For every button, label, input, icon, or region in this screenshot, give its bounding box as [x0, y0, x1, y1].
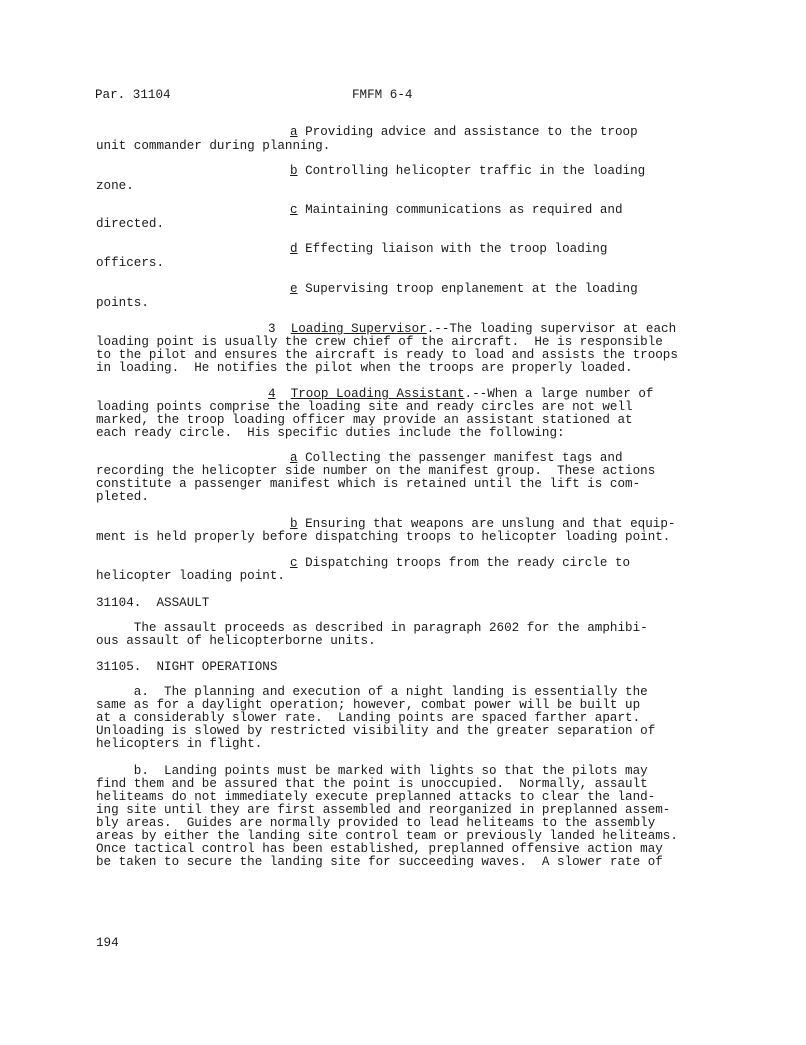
paragraph-a-line: at a considerably slower rate. Landing points are spaced farther apart. — [96, 711, 641, 725]
paragraph-b-line: Once tactical control has been established, preplanned offensive action may — [96, 842, 663, 856]
paragraph-b-line: ing site until they are first assembled and reorganized in preplanned assem- — [96, 803, 671, 817]
list-item-e-continuation: points. — [96, 296, 149, 310]
list-item-a-line: recording the helicopter side number on the manifest group. These actions — [96, 464, 656, 478]
list-item-a-line: pleted. — [96, 490, 149, 504]
header-manual-id: FMFM 6-4 — [352, 88, 413, 102]
paragraph-b-line: b. Landing points must be marked with lights so that the pilots may — [96, 764, 648, 778]
paragraph-4-first-line: 4 Troop Loading Assistant.--When a large number of — [268, 387, 654, 401]
list-item-a-first-line: a Collecting the passenger manifest tags and — [290, 451, 623, 465]
paragraph-4-line: each ready circle. His specific duties include the following: — [96, 426, 565, 440]
page-number: 194 — [96, 936, 119, 950]
paragraph-4-line: marked, the troop loading officer may provide an assistant stationed at — [96, 413, 633, 427]
list-item-c-first-line: c Dispatching troops from the ready circle to — [290, 556, 631, 570]
list-item-c-first-line: c Maintaining communications as required and — [290, 203, 623, 217]
paragraph-line: ous assault of helicopterborne units. — [96, 634, 376, 648]
list-item-a-first-line: a Providing advice and assistance to the troop — [290, 125, 638, 139]
list-item-c-line: helicopter loading point. — [96, 569, 285, 583]
list-item-d-continuation: officers. — [96, 256, 165, 270]
paragraph-3-line: in loading. He notifies the pilot when the troops are properly loaded. — [96, 361, 633, 375]
paragraph-a-line: Unloading is slowed by restricted visibility and the greater separation of — [96, 724, 656, 738]
paragraph-a-line: a. The planning and execution of a night landing is essentially the — [96, 685, 648, 699]
list-item-b-first-line: b Ensuring that weapons are unslung and that equip- — [290, 517, 676, 531]
paragraph-a-line: helicopters in flight. — [96, 737, 263, 751]
header-paragraph-ref: Par. 31104 — [95, 88, 171, 102]
list-item-c-continuation: directed. — [96, 217, 165, 231]
paragraph-b-line: heliteams do not immediately execute preplanned attacks to clear the land- — [96, 790, 656, 804]
paragraph-b-line: bly areas. Guides are normally provided to lead heliteams to the assembly — [96, 816, 656, 830]
section-heading: Loading Supervisor — [290, 322, 427, 336]
paragraph-b-line: be taken to secure the landing site for succeeding waves. A slower rate of — [96, 855, 663, 869]
paragraph-b-line: areas by either the landing site control team or previously landed heliteams. — [96, 829, 678, 843]
paragraph-3-line: to the pilot and ensures the aircraft is ready to load and assists the troops — [96, 348, 678, 362]
paragraph-b-line: find them and be assured that the point is unoccupied. Normally, assault — [96, 777, 648, 791]
paragraph-line: The assault proceeds as described in paragraph 2602 for the amphibi- — [96, 621, 648, 635]
paragraph-3-first-line: 3 Loading Supervisor.--The loading supervisor at each — [268, 322, 677, 336]
paragraph-4-line: loading points comprise the loading site and ready circles are not well — [96, 400, 633, 414]
section-heading: 31104. ASSAULT — [96, 596, 210, 610]
list-item-b-line: ment is held properly before dispatching troops to helicopter loading point. — [96, 530, 671, 544]
section-heading: Troop Loading Assistant — [290, 387, 465, 401]
list-item-b-first-line: b Controlling helicopter traffic in the loading — [290, 164, 646, 178]
paragraph-3-line: loading point is usually the crew chief of the aircraft. He is responsible — [96, 335, 663, 349]
list-item-a-continuation: unit commander during planning. — [96, 139, 331, 153]
list-item-a-line: constitute a passenger manifest which is retained until the lift is com- — [96, 477, 641, 491]
list-item-b-continuation: zone. — [96, 179, 134, 193]
list-item-e-first-line: e Supervising troop enplanement at the loading — [290, 282, 638, 296]
paragraph-a-line: same as for a daylight operation; however, combat power will be built up — [96, 698, 641, 712]
list-item-d-first-line: d Effecting liaison with the troop loading — [290, 242, 608, 256]
section-heading: 31105. NIGHT OPERATIONS — [96, 660, 278, 674]
